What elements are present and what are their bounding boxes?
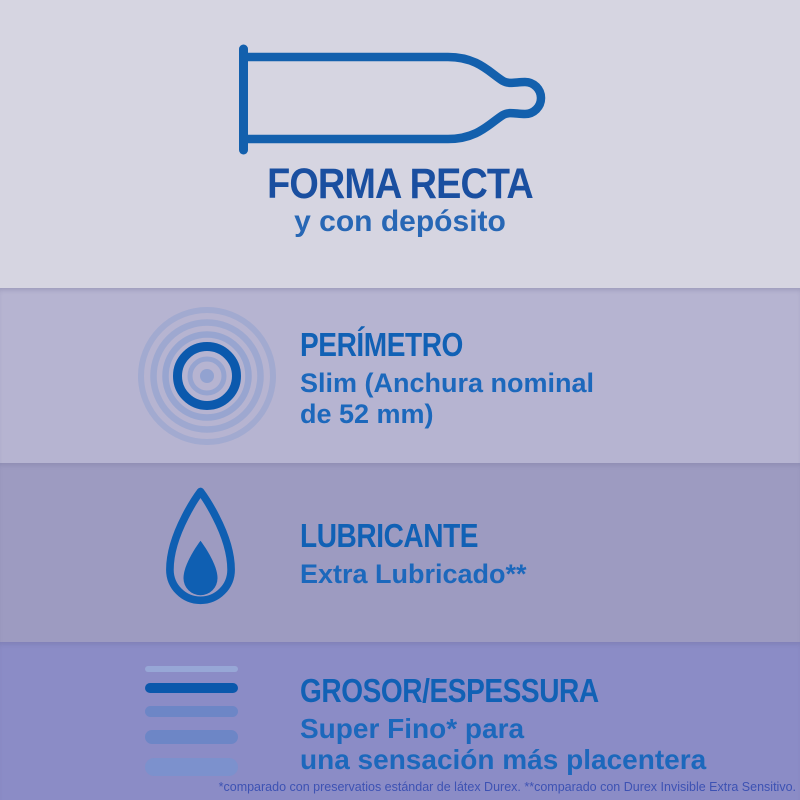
section-lubricante <box>0 463 800 642</box>
section-grosor <box>0 642 800 800</box>
lubricante-heading: LUBRICANTE <box>300 517 479 554</box>
thickness-bar-thin <box>145 666 238 672</box>
perimetro-line-1: Slim (Anchura nominal <box>300 368 595 398</box>
thickness-bar-thick <box>145 730 238 744</box>
perimetro-heading: PERÍMETRO <box>300 326 463 363</box>
lubricante-text <box>300 519 527 590</box>
footnote: *comparado con preservatios estándar de látex Durex. **comparado con Durex Invisible Extra Sensitivo. <box>218 780 796 794</box>
water-drop-icon <box>158 483 243 619</box>
perimetro-text <box>300 328 594 429</box>
lubricante-line-1: Extra Lubricado** <box>300 559 527 589</box>
grosor-heading: GROSOR/ESPESSURA <box>300 672 599 709</box>
section-forma-recta <box>0 0 800 288</box>
thickness-bar-highlight <box>145 683 238 693</box>
thickness-bars-icon <box>145 666 238 796</box>
grosor-line-2: una sensación más placentera <box>300 743 707 775</box>
grosor-text <box>300 674 706 776</box>
perimetro-line-2: de 52 mm) <box>300 398 434 429</box>
thickness-bar-thickest <box>145 758 238 776</box>
thickness-bar-medium <box>145 706 238 717</box>
hero-title <box>0 160 800 208</box>
section-perimetro <box>0 288 800 463</box>
condom-outline-icon <box>238 44 552 158</box>
concentric-circles-icon <box>135 304 279 448</box>
hero-subtitle: y con depósito <box>294 205 506 238</box>
hero-title-text: FORMA RECTA <box>267 160 533 208</box>
grosor-line-1: Super Fino* para <box>300 713 525 744</box>
